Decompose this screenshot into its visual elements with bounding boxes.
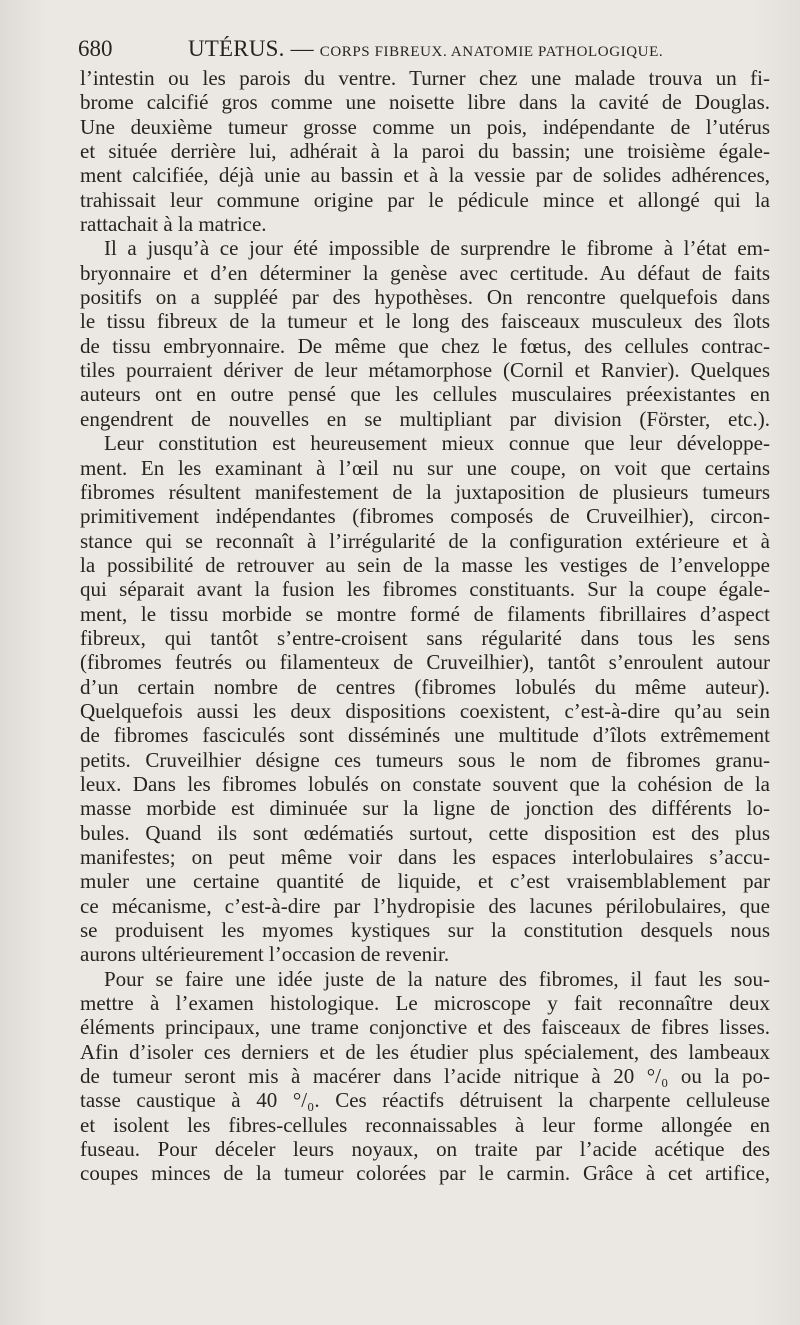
text-line: et située derrière lui, adhérait à la paroi du bassin; une troisième égale-: [80, 139, 770, 164]
text-line: ment calcifiée, déjà unie au bassin et à la vessie par de solides adhérences,: [80, 163, 770, 188]
text-line: bules. Quand ils sont œdématiés surtout, cette disposition est des plus: [80, 820, 770, 845]
text-line: brome calcifié gros comme une noisette libre dans la cavité de Douglas.: [80, 90, 770, 115]
text-line: coupes minces de la tumeur colorées par le carmin. Grâce à cet artifice,: [80, 1161, 770, 1186]
text-line: trahissait leur commune origine par le pédicule mince et allongé qui la: [80, 187, 770, 212]
body-text: [80, 66, 770, 1186]
text-line: fuseau. Pour déceler leurs noyaux, on traite par l’acide acétique des: [80, 1137, 770, 1162]
text-line: de fibromes fasciculés sont disséminés une multitude d’îlots extrêmement: [80, 723, 770, 748]
text-line: auteurs ont en outre pensé que les cellules musculaires préexistantes en: [80, 382, 770, 407]
text-line: l’intestin ou les parois du ventre. Turner chez une malade trouva un fi-: [80, 66, 770, 90]
text-line: mettre à l’examen histologique. Le microscope y fait reconnaître deux: [80, 991, 770, 1016]
text-line: se produisent les myomes kystiques sur la constitution desquels nous: [80, 918, 770, 943]
running-head-subtitle: CORPS FIBREUX. ANATOMIE PATHOLOGIQUE.: [319, 44, 664, 60]
text-line: de tumeur seront mis à macérer dans l’acide nitrique à 20 °/₀ ou la po-: [80, 1064, 770, 1089]
text-line: engendrent de nouvelles en se multipliant par division (Förster, etc.).: [80, 406, 770, 431]
text-line: manifestes; on peut même voir dans les espaces interlobulaires s’accu-: [80, 845, 770, 869]
text-line: primitivement indépendantes (fibromes composés de Cruveilhier), circon-: [80, 504, 770, 529]
text-line: aurons ultérieurement l’occasion de revenir.: [80, 942, 450, 967]
text-line: tasse caustique à 40 °/₀. Ces réactifs détruisent la charpente celluleuse: [80, 1088, 770, 1113]
text-line: stance qui se reconnaît à l’irrégularité de la configuration extérieure et à: [80, 528, 770, 553]
text-line: Afin d’isoler ces derniers et de les étudier plus spécialement, des lambeaux: [80, 1039, 770, 1064]
text-line: Il a jusqu’à ce jour été impossible de surprendre le fibrome à l’état em-: [104, 236, 770, 261]
text-line: bryonnaire et d’en déterminer la genèse avec certitude. Au défaut de faits: [80, 260, 770, 285]
text-line: ment. En les examinant à l’œil nu sur une coupe, on voit que certains: [80, 455, 770, 480]
text-line: Une deuxième tumeur grosse comme un pois, indépendante de l’utérus: [80, 114, 770, 139]
text-line: éléments principaux, une trame conjonctive et des faisceaux de fibres lisses.: [80, 1015, 770, 1040]
text-line: fibromes résultent manifestement de la juxtaposition de plusieurs tumeurs: [80, 479, 770, 504]
page-number: 680: [78, 36, 113, 61]
text-line: Pour se faire une idée juste de la nature des fibromes, il faut les sou-: [104, 966, 770, 991]
running-head: [188, 36, 663, 62]
text-line: ment, le tissu morbide se montre formé de filaments fibrillaires d’aspect: [80, 601, 770, 626]
text-line: et isolent les fibres-cellules reconnaissables à leur forme allongée en: [80, 1112, 770, 1137]
text-line: positifs on a suppléé par des hypothèses. On rencontre quelquefois dans: [80, 285, 770, 310]
text-line: (fibromes feutrés ou filamenteux de Cruveilhier), tantôt s’enroulent autour: [80, 650, 770, 675]
text-line: fibreux, qui tantôt s’entre-croisent sans régularité dans tous les sens: [80, 625, 770, 650]
text-line: petits. Cruveilhier désigne ces tumeurs sous le nom de fibromes granu-: [80, 747, 770, 772]
text-line: Leur constitution est heureusement mieux connue que leur développe-: [104, 431, 770, 456]
text-line: d’un certain nombre de centres (fibromes lobulés du même auteur).: [80, 674, 770, 699]
text-line: la possibilité de retrouver au sein de la masse les vestiges de l’enveloppe: [80, 552, 770, 577]
running-head-separator: —: [290, 36, 314, 61]
running-head-section: UTÉRUS.: [188, 36, 285, 61]
text-line: rattachait à la matrice.: [80, 212, 267, 237]
text-line: Quelquefois aussi les deux dispositions coexistent, c’est-à-dire qu’au sein: [80, 698, 770, 723]
text-line: le tissu fibreux de la tumeur et le long des faisceaux musculeux des îlots: [80, 309, 770, 334]
text-line: de tissu embryonnaire. De même que chez le fœtus, des cellules contrac-: [80, 333, 770, 358]
text-line: masse morbide est diminuée sur la ligne de jonction des différents lo-: [80, 796, 770, 821]
text-line: muler une certaine quantité de liquide, et c’est vraisemblablement par: [80, 869, 770, 894]
text-line: leux. Dans les fibromes lobulés on constate souvent que la cohésion de la: [80, 771, 770, 796]
text-line: qui séparait avant la fusion les fibromes constituants. Sur la coupe égale-: [80, 577, 770, 602]
text-line: ce mécanisme, c’est-à-dire par l’hydropisie des lacunes périlobulaires, que: [80, 893, 770, 918]
page-header: [78, 36, 768, 66]
text-line: tiles pourraient dériver de leur métamorphose (Cornil et Ranvier). Quelques: [80, 358, 770, 383]
